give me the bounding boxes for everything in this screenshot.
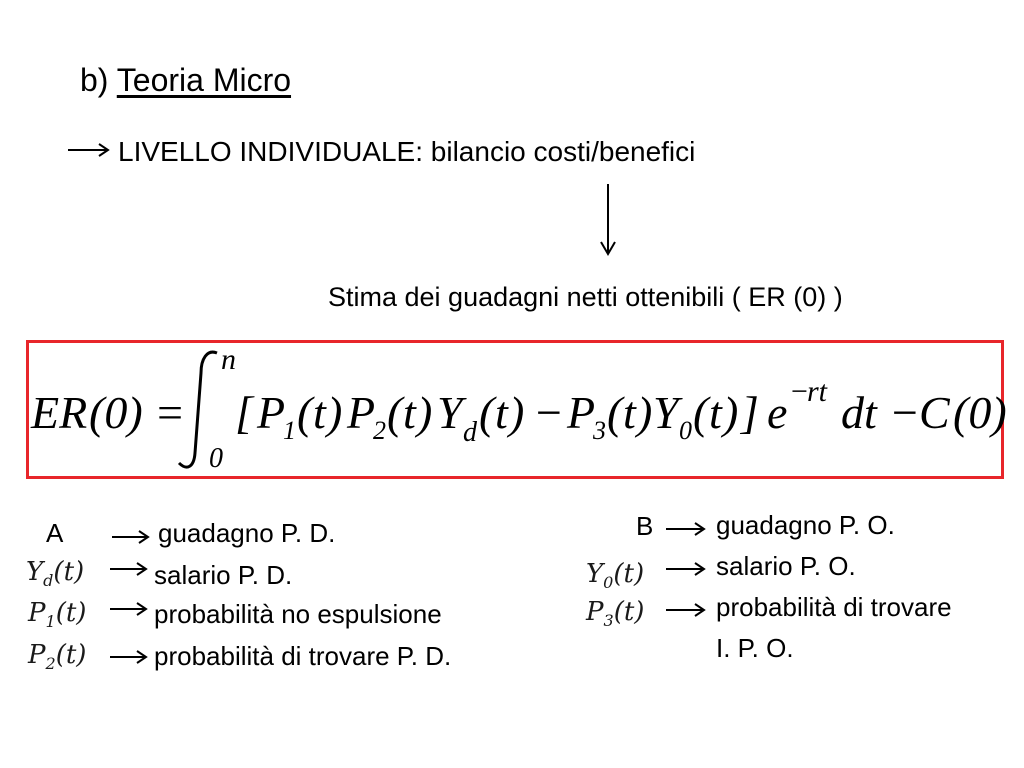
svg-text:2: 2 xyxy=(373,416,386,445)
left-row-1-text: guadagno P. D. xyxy=(158,518,336,548)
right-arrow-icon xyxy=(108,560,150,578)
upper-limit: n xyxy=(221,343,236,376)
svg-text:ER: ER xyxy=(31,387,88,438)
svg-text:]: ] xyxy=(741,387,759,438)
symbol-y0: $Y_0(t)$ xyxy=(586,559,645,592)
slide-title xyxy=(80,62,291,99)
svg-text:(: ( xyxy=(607,387,623,438)
right-arrow-icon xyxy=(108,648,150,666)
lower-limit: 0 xyxy=(209,443,223,474)
equation xyxy=(31,343,1007,476)
title-text: Teoria Micro xyxy=(116,62,292,98)
left-row-3-text: probabilità no espulsione xyxy=(154,599,442,629)
symbol-b: B xyxy=(636,511,654,541)
svg-text:−: − xyxy=(533,387,565,438)
svg-text:P: P xyxy=(257,387,286,438)
right-arrow-icon xyxy=(110,528,152,546)
right-row-1-text: guadagno P. O. xyxy=(716,510,895,540)
svg-text:t: t xyxy=(403,387,416,438)
right-row-2-text: salario P. O. xyxy=(716,551,856,581)
svg-text:3: 3 xyxy=(593,416,606,445)
left-row-2-text: salario P. D. xyxy=(154,560,293,590)
symbol-p3: $P_3(t)$ xyxy=(586,597,645,630)
estimate-line: Stima dei guadagni netti ottenibili ( ER (0) ) xyxy=(328,282,843,312)
right-arrow-icon xyxy=(664,560,708,578)
symbol-p1: $P_1(t)$ xyxy=(28,598,87,631)
svg-text:t: t xyxy=(313,387,326,438)
right-row-4-text: I. P. O. xyxy=(716,633,794,663)
right-arrow-icon xyxy=(66,140,112,160)
svg-text:Y: Y xyxy=(437,387,463,438)
svg-text:−: − xyxy=(889,387,921,438)
symbol-a: A xyxy=(46,518,64,548)
svg-text:): ) xyxy=(637,387,653,438)
right-arrow-icon xyxy=(108,600,150,618)
svg-text:(: ( xyxy=(297,387,313,438)
equation-box xyxy=(26,340,1007,479)
right-row-3-text: probabilità di trovare xyxy=(716,592,952,622)
svg-text:t: t xyxy=(709,387,722,438)
svg-text:): ) xyxy=(509,387,525,438)
title-prefix: b) xyxy=(80,62,117,98)
down-arrow-icon xyxy=(596,182,620,258)
svg-text:C: C xyxy=(919,387,950,438)
individual-level-line: LIVELLO INDIVIDUALE: bilancio costi/benefici xyxy=(118,136,696,167)
svg-text:Y: Y xyxy=(653,387,679,438)
svg-text:): ) xyxy=(417,387,433,438)
svg-text:−: − xyxy=(789,375,810,408)
svg-text:P: P xyxy=(347,387,376,438)
svg-text:(: ( xyxy=(479,387,495,438)
svg-text:(: ( xyxy=(387,387,403,438)
svg-text:): ) xyxy=(723,387,739,438)
svg-text:dt: dt xyxy=(841,387,877,438)
svg-text:(: ( xyxy=(693,387,709,438)
svg-text:(0): (0) xyxy=(953,387,1007,438)
svg-text:rt: rt xyxy=(807,375,828,408)
right-arrow-icon xyxy=(664,520,708,538)
svg-text:[: [ xyxy=(235,387,253,438)
svg-text:t: t xyxy=(495,387,508,438)
svg-text:P: P xyxy=(567,387,596,438)
svg-text:(0) =: (0) = xyxy=(89,387,186,438)
svg-text:t: t xyxy=(623,387,636,438)
symbol-p2: $P_2(t)$ xyxy=(28,640,87,673)
svg-text:e: e xyxy=(767,387,788,438)
svg-text:0: 0 xyxy=(679,416,692,445)
symbol-yd: $Y_d(t)$ xyxy=(26,557,85,590)
left-row-4-text: probabilità di trovare P. D. xyxy=(154,641,452,671)
svg-text:1: 1 xyxy=(283,416,296,445)
svg-text:): ) xyxy=(327,387,343,438)
svg-text:d: d xyxy=(463,417,477,448)
right-arrow-icon xyxy=(664,601,708,619)
